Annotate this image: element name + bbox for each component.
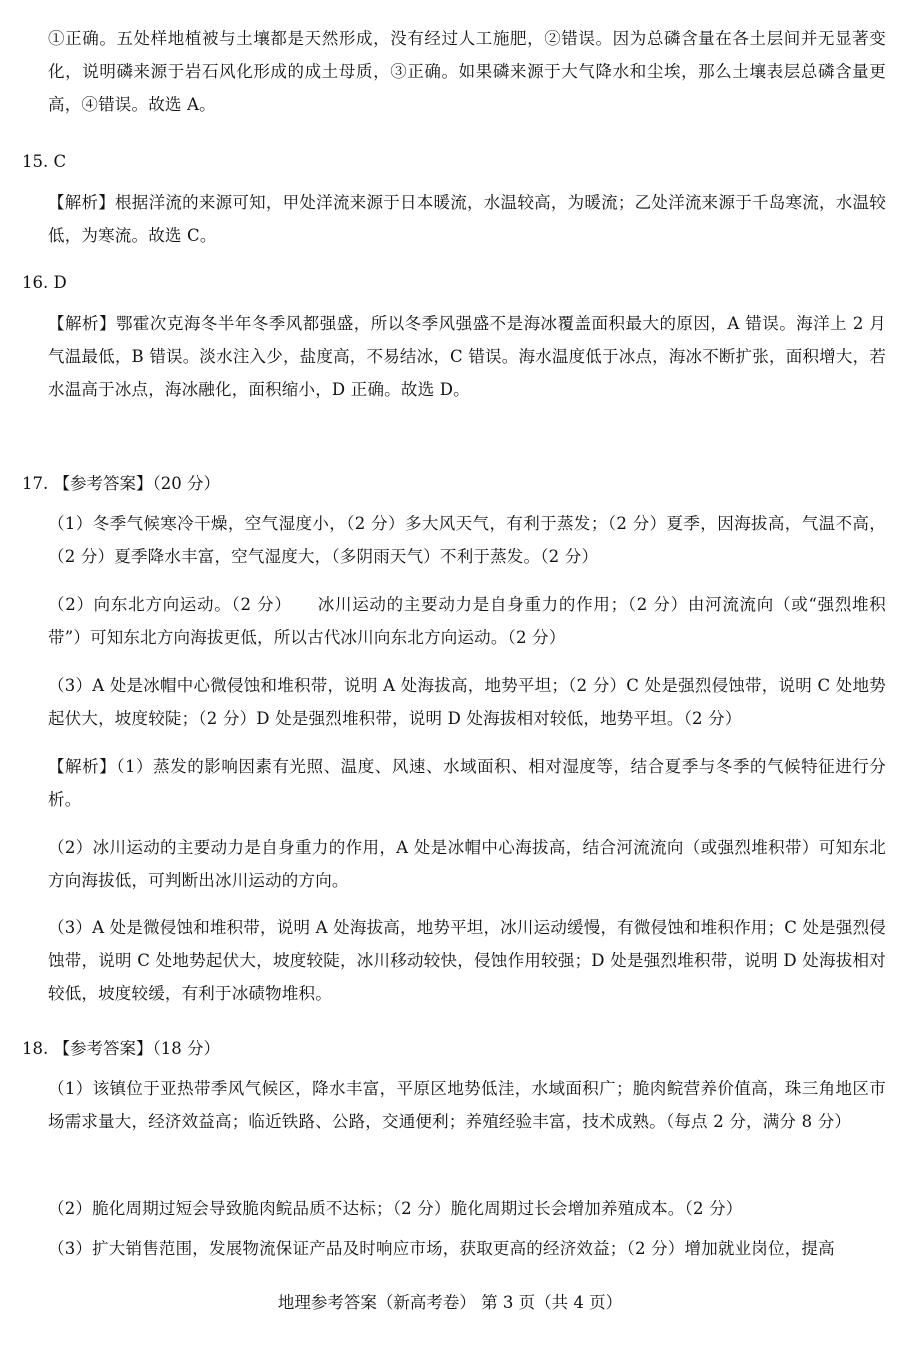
q18-answer-2: （2）脆化周期过短会导致脆肉鲩品质不达标；（2 分）脆化周期过长会增加养殖成本。（2 分） <box>48 1199 743 1218</box>
q17-answer-2: （2）向东北方向运动。（2 分） 冰川运动的主要动力是自身重力的作用；（2 分）由河流流向（或“强烈堆积带”）可知东北方向海拔更低，所以古代冰川向东北方向运动。（2 分） <box>48 595 886 647</box>
q17-analysis-2: （2）冰川运动的主要动力是自身重力的作用，A 处是冰帽中心海拔高，结合河流流向（或强烈堆积带）可知东北方向海拔低，可判断出冰川运动的方向。 <box>48 838 886 890</box>
q16-analysis: 【解析】鄂霍次克海冬半年冬季风都强盛，所以冬季风强盛不是海冰覆盖面积最大的原因，A 错误。海洋上 2 月气温最低，B 错误。淡水注入少，盐度高，不易结冰，C 错误。海水温度低于冰点，海冰不断扩张，面积增大，若水温高于冰点，海冰融化，面积缩小，D 正确。故选 D。 <box>48 314 886 399</box>
q18-answer-1: （1）该镇位于亚热带季风气候区，降水丰富，平原区地势低洼，水域面积广；脆肉鲩营养价值高，珠三角地区市场需求量大，经济效益高；临近铁路、公路，交通便利；养殖经验丰富，技术成熟。（每点 2 分，满分 8 分） <box>48 1079 886 1131</box>
q17-analysis-3: （3）A 处是微侵蚀和堆积带，说明 A 处海拔高，地势平坦，冰川运动缓慢，有微侵蚀和堆积作用；C 处是强烈侵蚀带，说明 C 处地势起伏大，坡度较陡，冰川移动较快，侵蚀作用较强；D 处是强烈堆积带，说明 D 处海拔相对较低，坡度较缓，有利于冰碛物堆积。 <box>48 918 886 1003</box>
page-footer: 地理参考答案（新高考卷） 第 3 页（共 4 页） <box>277 1293 623 1312</box>
q18-answer-heading: 18. 【参考答案】（18 分） <box>22 1039 220 1058</box>
q18-answer-3: （3）扩大销售范围，发展物流保证产品及时响应市场，获取更高的经济效益；（2 分）增加就业岗位，提高 <box>48 1239 835 1258</box>
q17-answer-1: （1）冬季气候寒冷干燥，空气湿度小，（2 分）多大风天气，有利于蒸发；（2 分）夏季，因海拔高，气温不高，（2 分）夏季降水丰富，空气湿度大，（多阴雨天气）不利于蒸发。（2 分） <box>48 514 886 566</box>
q17-analysis-1: 【解析】（1）蒸发的影响因素有光照、温度、风速、水域面积、相对湿度等，结合夏季与冬季的气候特征进行分析。 <box>48 757 886 809</box>
q17-answer-3: （3）A 处是冰帽中心微侵蚀和堆积带，说明 A 处海拔高，地势平坦；（2 分）C 处是强烈侵蚀带，说明 C 处地势起伏大，坡度较陡；（2 分）D 处是强烈堆积带，说明 D 处海拔相对较低，地势平坦。（2 分） <box>48 676 886 728</box>
q17-answer-heading: 17. 【参考答案】（20 分） <box>22 474 220 493</box>
q15-analysis: 【解析】根据洋流的来源可知，甲处洋流来源于日本暖流，水温较高，为暖流；乙处洋流来源于千岛寒流，水温较低，为寒流。故选 C。 <box>48 193 886 245</box>
q14-continuation: ①正确。五处样地植被与土壤都是天然形成，没有经过人工施肥，②错误。因为总磷含量在各土层间并无显著变化，说明磷来源于岩石风化形成的成土母质，③正确。如果磷来源于大气降水和尘埃，那么土壤表层总磷含量更高，④错误。故选 A。 <box>48 29 886 114</box>
q15-answer-heading: 15. C <box>22 152 67 171</box>
q16-answer-heading: 16. D <box>22 273 67 292</box>
